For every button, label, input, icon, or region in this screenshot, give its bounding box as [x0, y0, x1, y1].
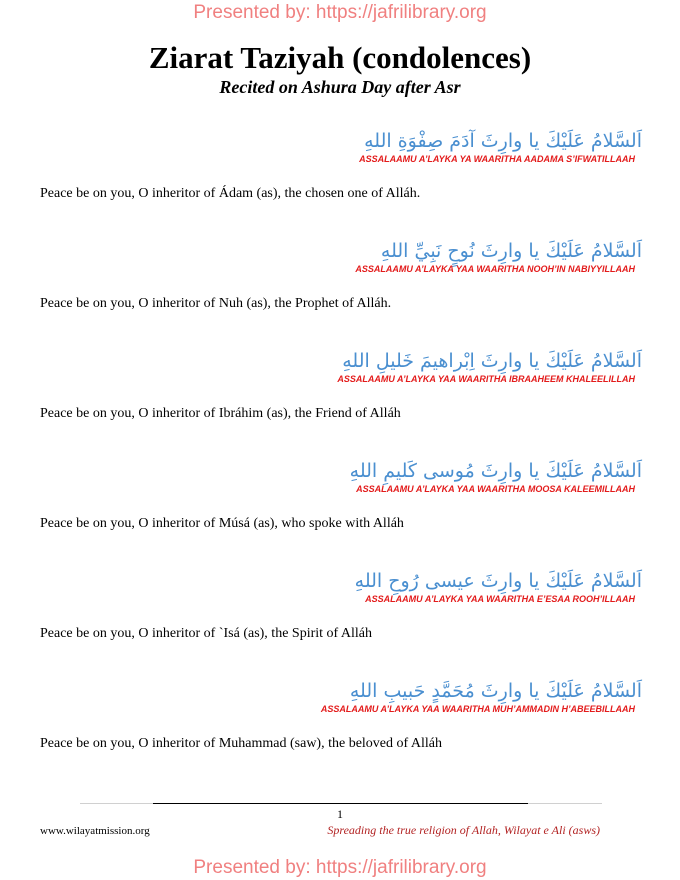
translation: Peace be on you, O inheritor of Músá (as), who spoke with Alláh [40, 516, 404, 531]
translation: Peace be on you, O inheritor of Nuh (as), the Prophet of Alláh. [40, 296, 392, 311]
verse-block [40, 130, 640, 202]
transliteration: ASSALAAMU A’LAYKA YAA WAARITHA E’ESAA ROOH’ILLAAH [365, 594, 635, 604]
transliteration: ASSALAAMU A’LAYKA YAA WAARITHA MOOSA KALEEMILLAAH [356, 484, 635, 494]
footer-tagline: Spreading the true religion of Allah, Wilayat e Ali (asws) [327, 823, 600, 837]
verse-block [40, 680, 640, 752]
verse-block [40, 460, 640, 532]
transliteration: ASSALAAMU A’LAYKA YAA WAARITHA NOOH’IN NABIYYILLAAH [355, 264, 635, 274]
arabic-text: اَلسَّلامُ عَلَيْكَ يا وارِثَ مُحَمَّدٍ حَبيبِ اللهِ [349, 680, 642, 702]
translation: Peace be on you, O inheritor of Ádam (as), the chosen one of Alláh. [40, 186, 421, 201]
page-title: Ziarat Taziyah (condolences) [148, 40, 532, 75]
arabic-text: اَلسَّلامُ عَلَيْكَ يا وارِثَ مُوسى كَليمِ اللهِ [349, 460, 642, 482]
arabic-text: اَلسَّلامُ عَلَيْكَ يا وارِثَ عيسى رُوحِ اللهِ [354, 570, 642, 592]
page-subtitle: Recited on Ashura Day after Asr [219, 77, 461, 97]
arabic-text: اَلسَّلامُ عَلَيْكَ يا وارِثَ آدَمَ صِفْوَةِ اللهِ [364, 130, 642, 152]
translation: Peace be on you, O inheritor of Ibráhim (as), the Friend of Alláh [40, 406, 401, 421]
verse-block [40, 350, 640, 422]
arabic-text: اَلسَّلامُ عَلَيْكَ يا وارِثَ اِبْراهيمَ خَليلِ اللهِ [342, 350, 642, 372]
verse-block [40, 570, 640, 642]
page-number: 1 [337, 807, 343, 821]
footer-website: www.wilayatmission.org [40, 825, 150, 837]
translation: Peace be on you, O inheritor of Muhammad (saw), the beloved of Alláh [40, 736, 443, 751]
transliteration: ASSALAAMU A’LAYKA YAA WAARITHA MUH’AMMADIN H’ABEEBILLAAH [320, 704, 635, 714]
transliteration: ASSALAAMU A’LAYKA YA WAARITHA AADAMA S’IFWATILLAAH [359, 154, 635, 164]
footer-divider-inner [153, 803, 528, 804]
watermark-bottom: Presented by: https://jafrilibrary.org [193, 857, 487, 878]
transliteration: ASSALAAMU A’LAYKA YAA WAARITHA IBRAAHEEM KHALEELILLAH [337, 374, 635, 384]
arabic-text: اَلسَّلامُ عَلَيْكَ يا وارِثَ نُوحٍ نَبِيِّ اللهِ [380, 240, 642, 262]
translation: Peace be on you, O inheritor of `Isá (as), the Spirit of Alláh [40, 626, 373, 641]
verse-block [40, 240, 640, 312]
watermark-top: Presented by: https://jafrilibrary.org [193, 2, 487, 23]
